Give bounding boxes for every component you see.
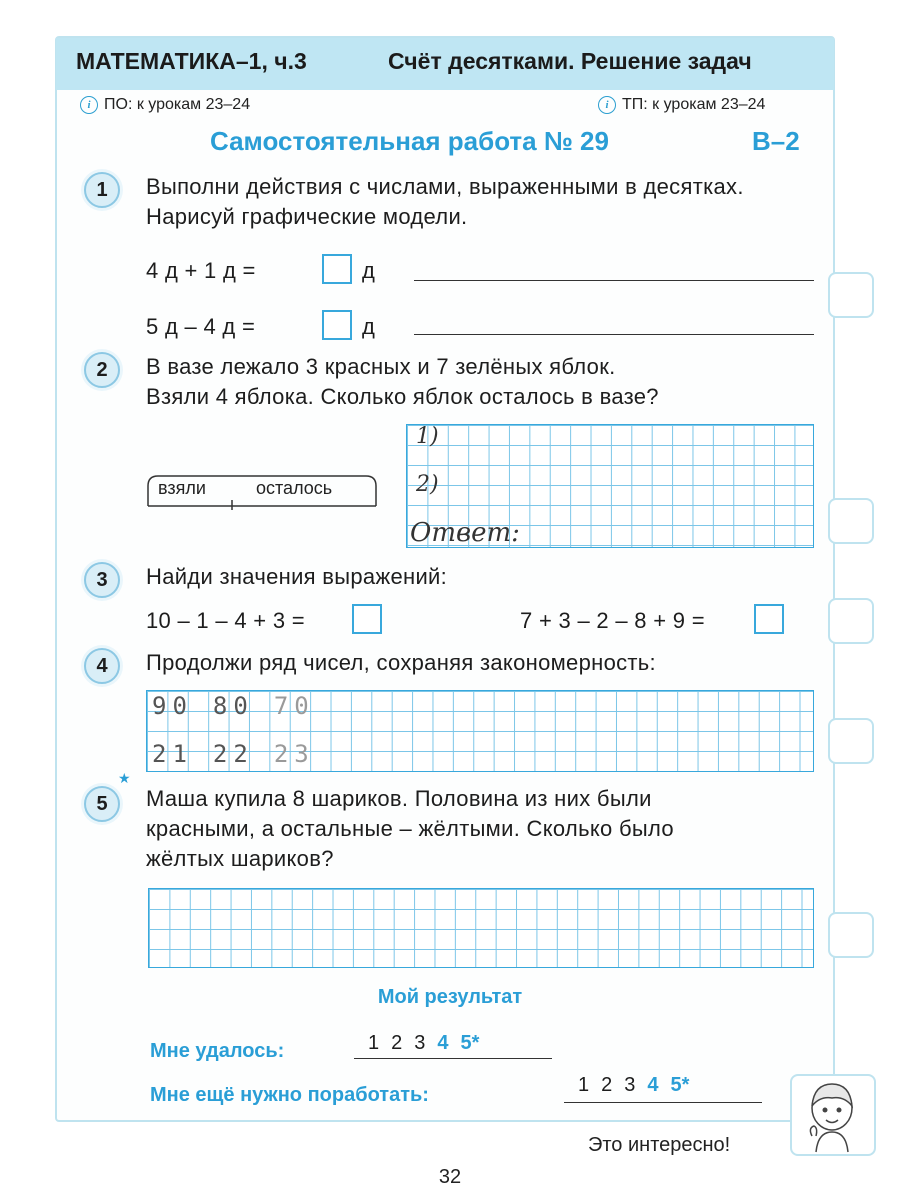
handwritten-step2: 2) (416, 472, 439, 497)
sequence-value: 90 (152, 692, 193, 720)
task5-text-line3: жёлтых шариков? (146, 846, 334, 871)
scale-value[interactable]: 2 (601, 1074, 613, 1096)
result-work-label: Мне ещё нужно поработать: (150, 1084, 429, 1106)
handwritten-answer: Ответ: (410, 518, 520, 548)
star-icon: ★ (118, 770, 131, 786)
info-left-text: ПО: к урокам 23–24 (104, 96, 251, 113)
scale-value[interactable]: 5* (670, 1074, 690, 1096)
sequence-row-1 (152, 692, 315, 720)
task1-unit: д (362, 258, 376, 283)
page-title: Самостоятельная работа № 29 (210, 126, 609, 156)
task2-text-line2: Взяли 4 яблока. Сколько яблок осталось в вазе? (146, 384, 659, 409)
girl-icon (792, 1076, 874, 1154)
task-number-1: 1 (84, 172, 120, 208)
result-work-line (564, 1102, 762, 1103)
task1-expr1: 4 д + 1 д = (146, 258, 256, 283)
scale-value[interactable]: 2 (391, 1032, 403, 1054)
result-work-scale[interactable] (578, 1074, 689, 1097)
result-done-label: Мне удалось: (150, 1040, 285, 1062)
task1-text-line2: Нарисуй графические модели. (146, 204, 468, 229)
subject-header: МАТЕМАТИКА–1, ч.3 (76, 48, 307, 74)
sequence-value: 21 (152, 740, 193, 768)
answer-line[interactable] (414, 280, 814, 281)
answer-box[interactable] (322, 254, 352, 284)
sequence-value: 80 (212, 692, 254, 720)
label-left: осталось (256, 478, 333, 498)
scale-value[interactable]: 4 (647, 1074, 659, 1096)
task1-expr2: 5 д – 4 д = (146, 314, 256, 339)
variant-label: В–2 (752, 126, 800, 156)
label-took: взяли (158, 478, 206, 498)
task5-text-line2: красными, а остальные – жёлтыми. Сколько было (146, 816, 674, 841)
interesting-link[interactable]: Это интересно! (588, 1134, 731, 1156)
sequence-row-2 (152, 740, 315, 768)
task3-expr1: 10 – 1 – 4 + 3 = (146, 608, 305, 633)
scale-value[interactable]: 3 (414, 1032, 426, 1054)
sequence-value: 70 (273, 692, 315, 720)
task1-text-line1: Выполни действия с числами, выраженными в десятках. (146, 174, 744, 199)
task3-expr2: 7 + 3 – 2 – 8 + 9 = (520, 608, 705, 633)
handwritten-step1: 1) (416, 424, 439, 449)
answer-box[interactable] (352, 604, 382, 634)
task4-text: Продолжи ряд чисел, сохраняя закономерность: (146, 650, 656, 675)
scale-value[interactable]: 1 (368, 1032, 380, 1054)
info-right (598, 96, 765, 114)
scale-value[interactable]: 4 (437, 1032, 449, 1054)
result-title: Мой результат (377, 986, 523, 1008)
info-icon: i (598, 96, 616, 114)
task-number-4: 4 (84, 648, 120, 684)
side-tab (828, 912, 874, 958)
task2-text-line1: В вазе лежало 3 красных и 7 зелёных яблок. (146, 354, 616, 379)
answer-box[interactable] (754, 604, 784, 634)
girl-illustration (790, 1074, 876, 1156)
info-left (80, 96, 250, 114)
sequence-value: 22 (212, 740, 254, 768)
side-tab (828, 272, 874, 318)
answer-box[interactable] (322, 310, 352, 340)
info-right-text: ТП: к урокам 23–24 (622, 96, 766, 113)
info-icon: i (80, 96, 98, 114)
topic-header: Счёт десятками. Решение задач (388, 48, 752, 74)
scale-value[interactable]: 3 (624, 1074, 636, 1096)
task5-text-line1: Маша купила 8 шариков. Половина из них были (146, 786, 652, 811)
scale-value[interactable]: 1 (578, 1074, 590, 1096)
sequence-value: 23 (273, 740, 315, 768)
task1-unit: д (362, 314, 376, 339)
task-number-5: 5 (84, 786, 120, 822)
solution-grid[interactable] (148, 888, 814, 968)
task-number-3: 3 (84, 562, 120, 598)
scale-value[interactable]: 5* (460, 1032, 480, 1054)
side-tab (828, 598, 874, 644)
page-number: 32 (438, 1166, 462, 1188)
side-tab (828, 718, 874, 764)
answer-line[interactable] (414, 334, 814, 335)
task3-text: Найди значения выражений: (146, 564, 448, 589)
side-tab (828, 498, 874, 544)
result-done-line (354, 1058, 552, 1059)
task-number-2: 2 (84, 352, 120, 388)
result-done-scale[interactable] (368, 1032, 479, 1055)
segment-diagram (146, 472, 378, 506)
